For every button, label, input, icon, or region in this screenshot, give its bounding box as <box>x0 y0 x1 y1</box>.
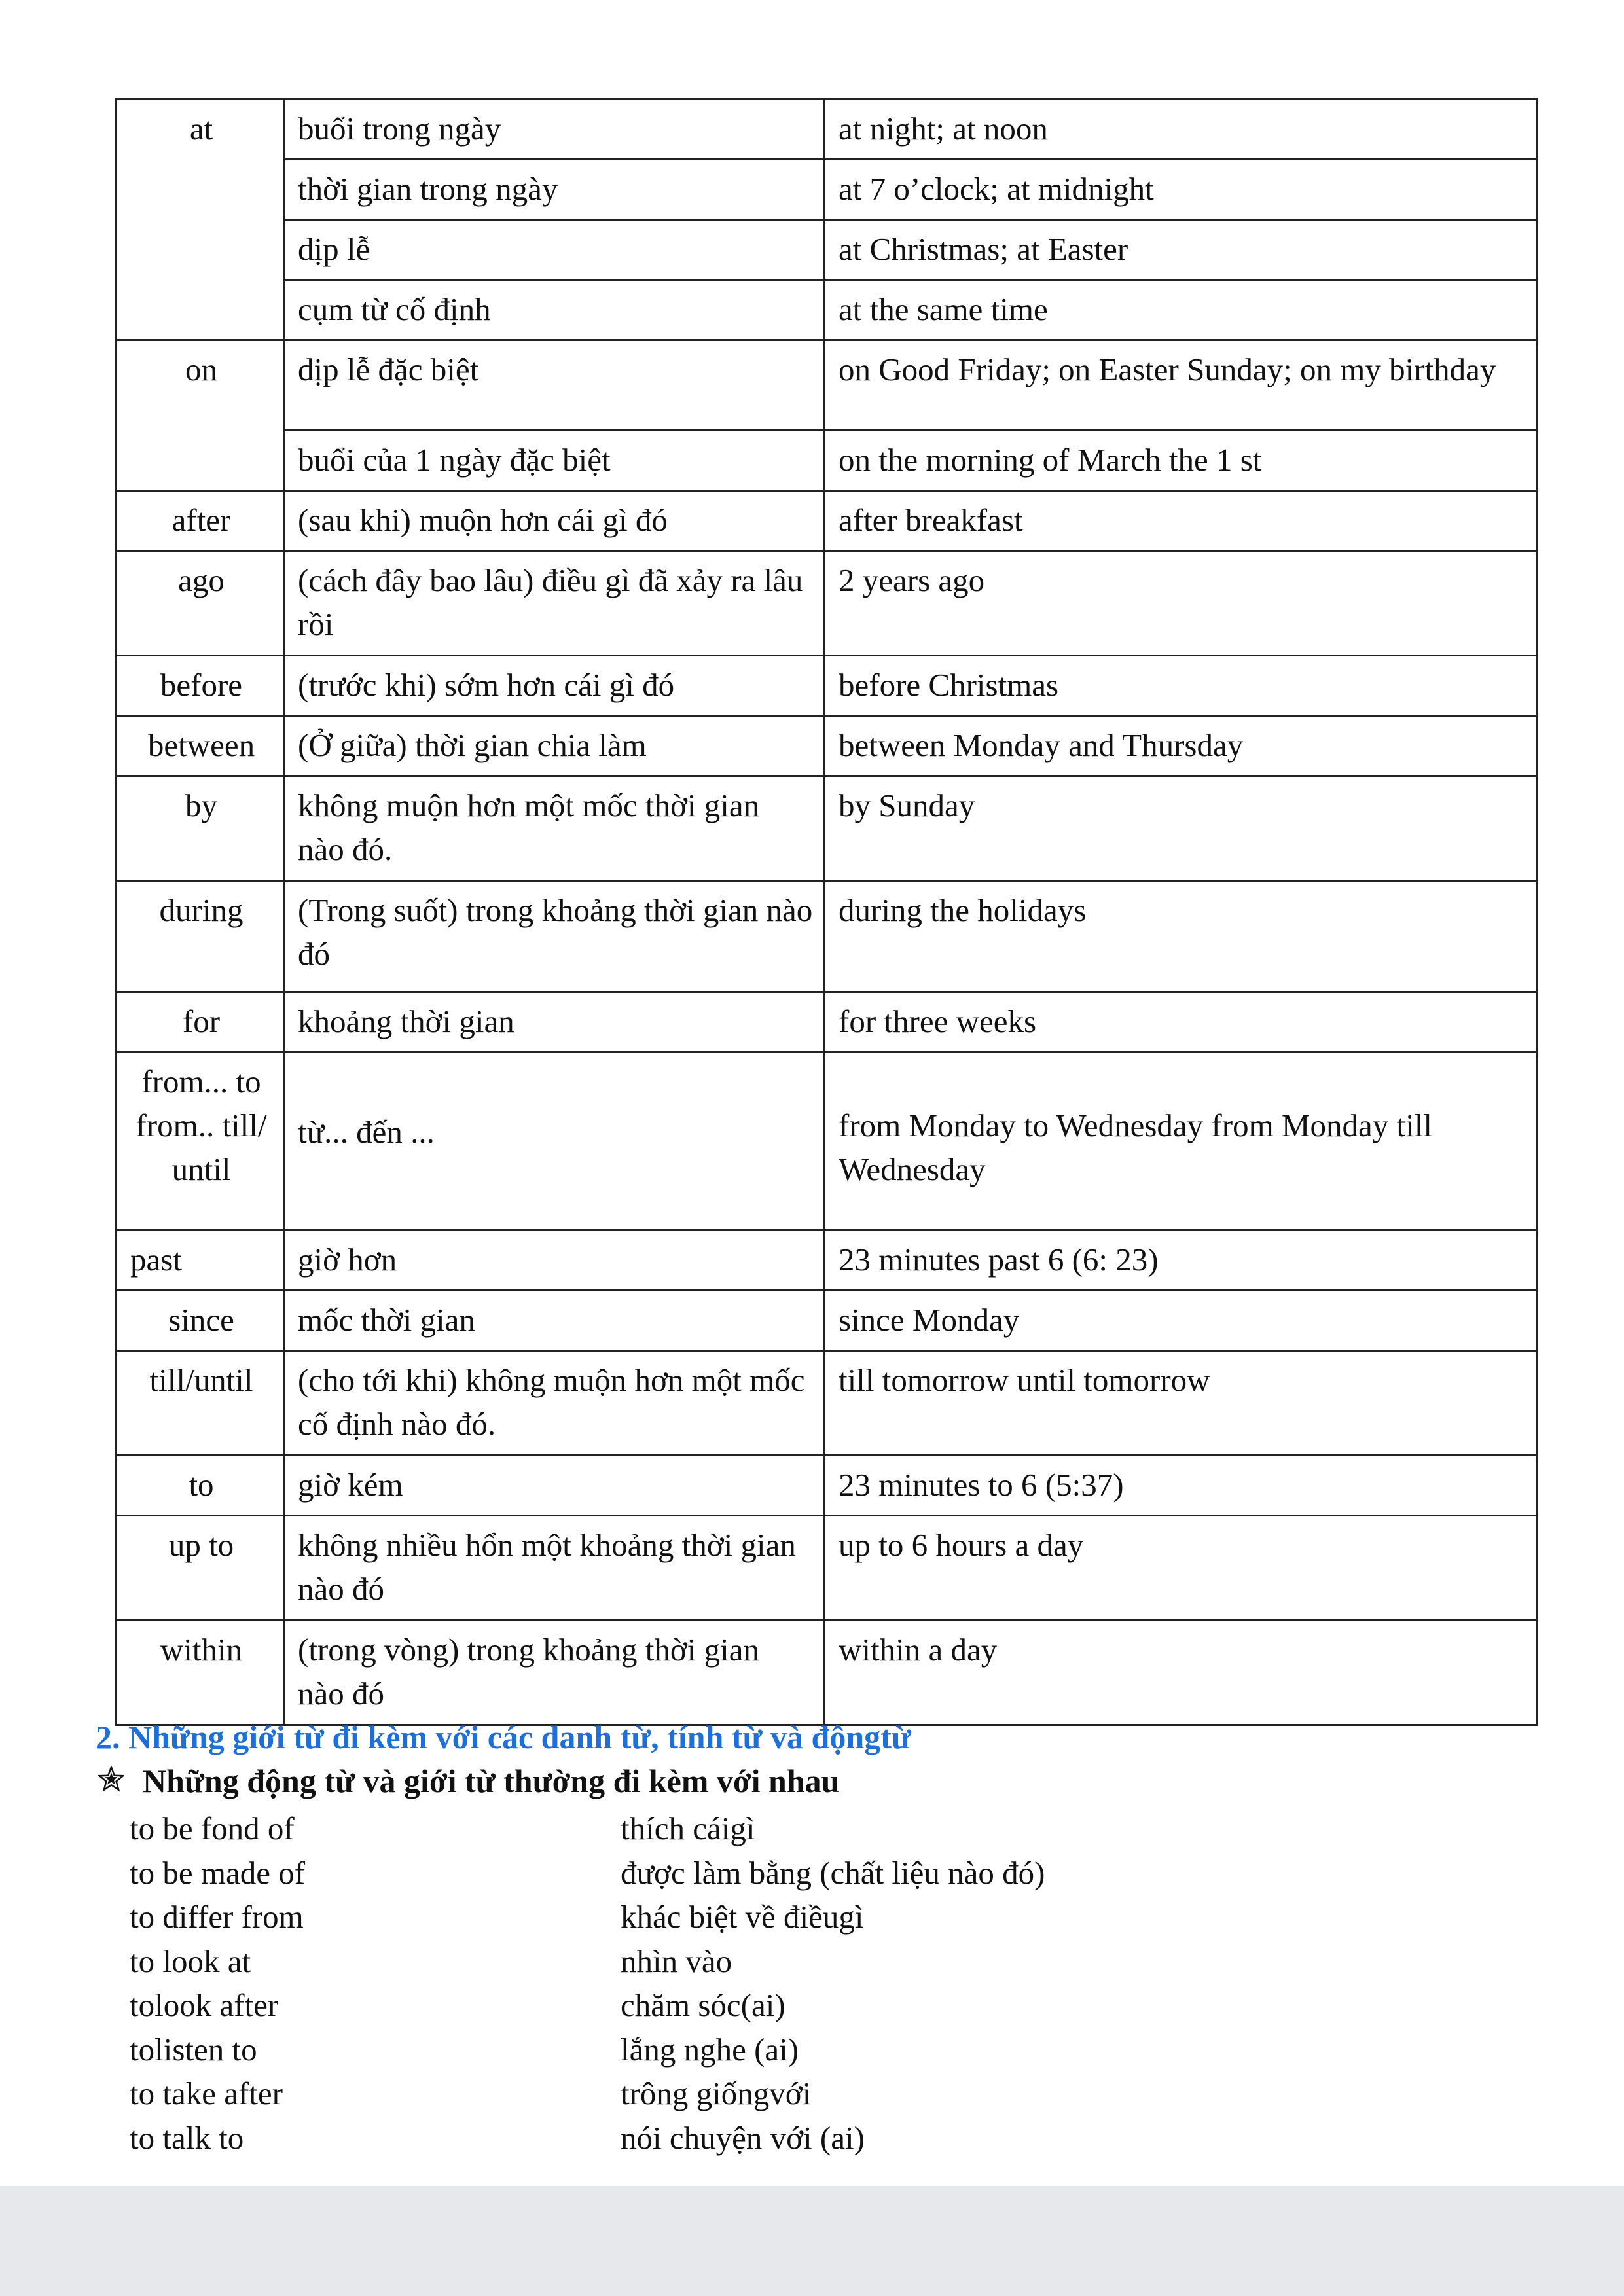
page-footer-band <box>0 2186 1624 2296</box>
subheading <box>98 1762 839 1800</box>
table-row <box>117 881 1537 992</box>
preposition-cell: up to <box>117 1516 284 1621</box>
table-row <box>117 1456 1537 1516</box>
preposition-cell: for <box>117 992 284 1052</box>
preposition-cell: since <box>117 1291 284 1351</box>
usage-cell: dịp lễ <box>284 220 825 280</box>
usage-cell: giờ kém <box>284 1456 825 1516</box>
verb-phrase: tolook after <box>130 1987 279 2023</box>
preposition-cell: on <box>117 340 284 491</box>
verb-phrase: to be made of <box>130 1854 306 1891</box>
preposition-cell: ago <box>117 551 284 656</box>
usage-cell: (Ở giữa) thời gian chia làm <box>284 716 825 776</box>
table-row <box>117 551 1537 656</box>
preposition-cell: from... to from.. till/ until <box>117 1052 284 1230</box>
usage-cell: giờ hơn <box>284 1230 825 1291</box>
example-cell: up to 6 hours a day <box>825 1516 1537 1621</box>
usage-cell: không muộn hơn một mốc thời gian nào đó. <box>284 776 825 881</box>
verb-meaning: khác biệt về điềugì <box>621 1899 864 1935</box>
usage-cell: dịp lễ đặc biệt <box>284 340 825 431</box>
subheading-text: Những động từ và giới từ thường đi kèm với nhau <box>143 1763 840 1799</box>
usage-cell: buổi của 1 ngày đặc biệt <box>284 431 825 491</box>
preposition-cell: between <box>117 716 284 776</box>
usage-cell: (cách đây bao lâu) điều gì đã xảy ra lâu rồi <box>284 551 825 656</box>
example-cell: between Monday and Thursday <box>825 716 1537 776</box>
example-cell: 2 years ago <box>825 551 1537 656</box>
example-cell: at 7 o’clock; at midnight <box>825 160 1537 220</box>
list-item <box>130 2028 1308 2072</box>
table-row <box>117 99 1537 160</box>
table-row <box>117 431 1537 491</box>
verb-preposition-list <box>130 1806 1308 2160</box>
verb-phrase: tolisten to <box>130 2031 257 2068</box>
verb-meaning: nhìn vào <box>621 1943 732 1979</box>
usage-cell: (trước khi) sớm hơn cái gì đó <box>284 656 825 716</box>
list-item <box>130 1851 1308 1895</box>
table-row <box>117 160 1537 220</box>
list-item <box>130 2116 1308 2161</box>
table-row <box>117 1621 1537 1725</box>
preposition-cell: at <box>117 99 284 340</box>
preposition-cell: within <box>117 1621 284 1725</box>
usage-cell: mốc thời gian <box>284 1291 825 1351</box>
verb-meaning: thích cáigì <box>621 1810 755 1846</box>
verb-meaning: được làm bằng (chất liệu nào đó) <box>621 1854 1045 1891</box>
preposition-cell: to <box>117 1456 284 1516</box>
preposition-cell: past <box>117 1230 284 1291</box>
table-row <box>117 776 1537 881</box>
verb-phrase: to look at <box>130 1943 251 1979</box>
table-row <box>117 992 1537 1052</box>
preposition-cell: before <box>117 656 284 716</box>
table-row <box>117 656 1537 716</box>
usage-cell: buổi trong ngày <box>284 99 825 160</box>
usage-text: từ... đến ... <box>298 1114 435 1150</box>
usage-cell: khoảng thời gian <box>284 992 825 1052</box>
usage-cell <box>284 1052 825 1230</box>
list-item <box>130 1806 1308 1851</box>
verb-meaning: chăm sóc(ai) <box>621 1987 785 2023</box>
example-cell: since Monday <box>825 1291 1537 1351</box>
example-cell: after breakfast <box>825 491 1537 551</box>
table-row <box>117 716 1537 776</box>
preposition-cell: by <box>117 776 284 881</box>
preposition-cell: during <box>117 881 284 992</box>
verb-meaning: nói chuyện với (ai) <box>621 2119 865 2156</box>
table-row <box>117 1052 1537 1230</box>
verb-phrase: to be fond of <box>130 1810 295 1846</box>
preposition-cell: after <box>117 491 284 551</box>
example-text: from Monday to Wednesday from Monday till Wednesday <box>839 1107 1432 1187</box>
usage-cell: (cho tới khi) không muộn hơn một mốc cố định nào đó. <box>284 1351 825 1456</box>
verb-phrase: to talk to <box>130 2119 244 2156</box>
table-row <box>117 1351 1537 1456</box>
example-cell: for three weeks <box>825 992 1537 1052</box>
usage-cell: (Trong suốt) trong khoảng thời gian nào đó <box>284 881 825 992</box>
table-row <box>117 1230 1537 1291</box>
preposition-cell: till/until <box>117 1351 284 1456</box>
example-cell: till tomorrow until tomorrow <box>825 1351 1537 1456</box>
example-cell: at the same time <box>825 280 1537 340</box>
example-cell: at night; at noon <box>825 99 1537 160</box>
example-cell: within a day <box>825 1621 1537 1725</box>
table-row <box>117 280 1537 340</box>
table-row <box>117 340 1537 431</box>
verb-phrase: to differ from <box>130 1899 304 1935</box>
example-cell: by Sunday <box>825 776 1537 881</box>
example-cell: before Christmas <box>825 656 1537 716</box>
verb-meaning: trông giốngvới <box>621 2075 812 2111</box>
example-cell: at Christmas; at Easter <box>825 220 1537 280</box>
table-row <box>117 1291 1537 1351</box>
usage-cell: cụm từ cố định <box>284 280 825 340</box>
list-item <box>130 1983 1308 2028</box>
table-row <box>117 491 1537 551</box>
star-icon-svg <box>98 1766 124 1792</box>
list-item <box>130 1939 1308 1984</box>
verb-phrase: to take after <box>130 2075 283 2111</box>
example-cell: 23 minutes past 6 (6: 23) <box>825 1230 1537 1291</box>
prepositions-table <box>115 98 1538 1726</box>
list-item <box>130 1895 1308 1939</box>
section-heading: 2. Những giới từ đi kèm với các danh từ, tính từ và độngtừ <box>96 1719 911 1755</box>
usage-cell: thời gian trong ngày <box>284 160 825 220</box>
list-item <box>130 2072 1308 2116</box>
example-cell: 23 minutes to 6 (5:37) <box>825 1456 1537 1516</box>
table-row <box>117 1516 1537 1621</box>
example-cell: on Good Friday; on Easter Sunday; on my birthday <box>825 340 1537 431</box>
usage-cell: (trong vòng) trong khoảng thời gian nào đó <box>284 1621 825 1725</box>
star-icon <box>98 1766 130 1799</box>
example-cell: during the holidays <box>825 881 1537 992</box>
table-row <box>117 220 1537 280</box>
example-cell <box>825 1052 1537 1230</box>
example-cell: on the morning of March the 1 st <box>825 431 1537 491</box>
usage-cell: không nhiều hổn một khoảng thời gian nào đó <box>284 1516 825 1621</box>
verb-meaning: lắng nghe (ai) <box>621 2031 799 2068</box>
usage-cell: (sau khi) muộn hơn cái gì đó <box>284 491 825 551</box>
